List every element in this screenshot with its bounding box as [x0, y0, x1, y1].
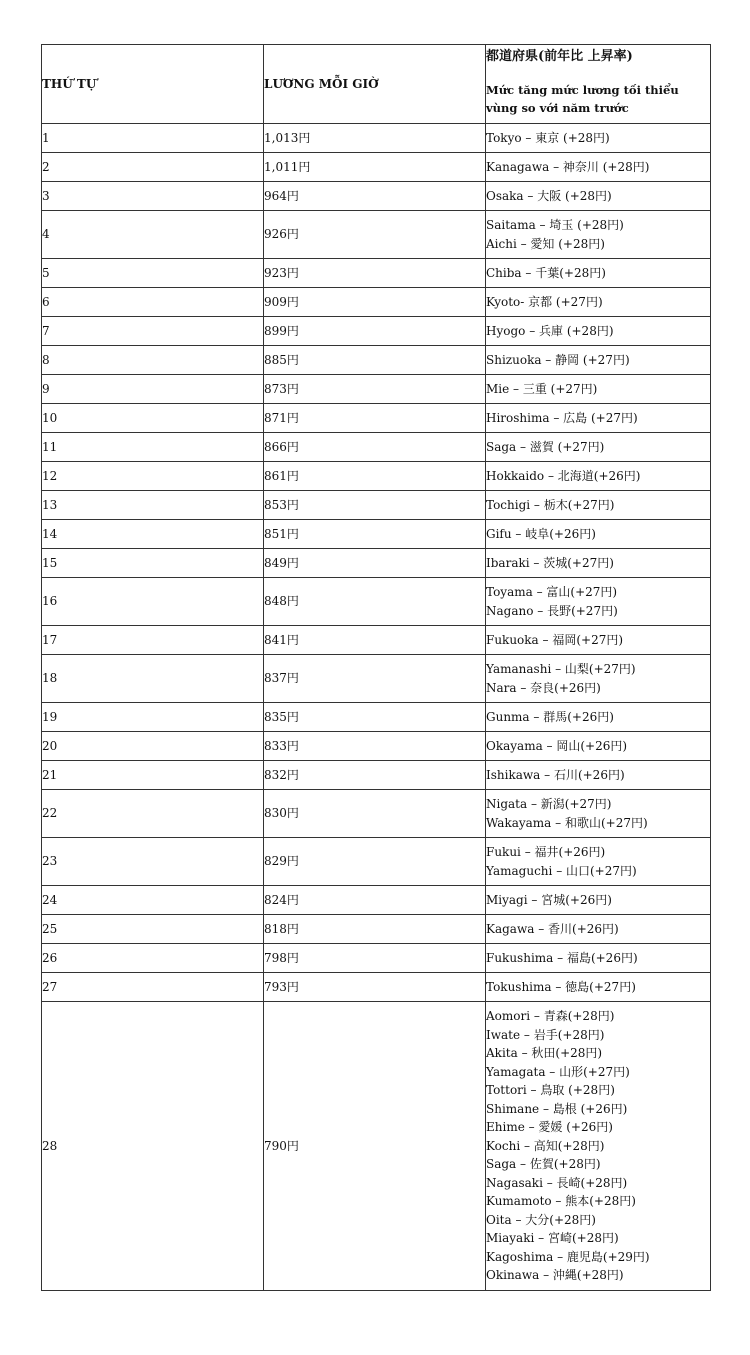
- prefecture-entry: Akita – 秋田(+28円): [486, 1046, 603, 1060]
- rank-cell: 13: [42, 491, 264, 520]
- prefecture-entry: Ibaraki – 茨城(+27円): [486, 555, 614, 570]
- rank-cell: 12: [42, 462, 264, 491]
- table-row: [42, 346, 711, 375]
- prefecture-entry: Iwate – 岩手(+28円): [486, 1027, 605, 1042]
- wage-cell: 798円: [264, 944, 486, 973]
- rank-cell: 2: [42, 153, 264, 182]
- wage-cell: 964円: [264, 182, 486, 211]
- prefecture-cell: [486, 124, 711, 153]
- rank-cell: 6: [42, 288, 264, 317]
- table-header-row: [42, 45, 711, 124]
- prefecture-cell: [486, 317, 711, 346]
- rank-cell: 17: [42, 626, 264, 655]
- prefecture-entry: Fukushima – 福島(+26円): [486, 950, 638, 965]
- rank-cell: 16: [42, 578, 264, 626]
- header-rank: THỨ TỰ: [42, 45, 264, 124]
- rank-cell: 5: [42, 259, 264, 288]
- prefecture-cell: [486, 259, 711, 288]
- rank-cell: 11: [42, 433, 264, 462]
- wage-cell: 833円: [264, 732, 486, 761]
- prefecture-entry: Yamaguchi – 山口(+27円): [486, 863, 637, 878]
- rank-cell: 8: [42, 346, 264, 375]
- prefecture-cell: [486, 462, 711, 491]
- prefecture-cell: [486, 153, 711, 182]
- rank-cell: 24: [42, 886, 264, 915]
- table-row: [42, 375, 711, 404]
- wage-cell: 829円: [264, 838, 486, 886]
- wage-cell: 923円: [264, 259, 486, 288]
- wage-cell: 861円: [264, 462, 486, 491]
- wage-cell: 899円: [264, 317, 486, 346]
- prefecture-cell: [486, 346, 711, 375]
- prefecture-entry: Fukuoka – 福岡(+27円): [486, 632, 624, 647]
- table-row: [42, 288, 711, 317]
- prefecture-cell: [486, 626, 711, 655]
- table-row: [42, 124, 711, 153]
- table-row: [42, 944, 711, 973]
- prefecture-cell: [486, 578, 711, 626]
- wage-cell: 790円: [264, 1002, 486, 1291]
- rank-cell: 27: [42, 973, 264, 1002]
- prefecture-cell: [486, 520, 711, 549]
- prefecture-cell: [486, 1002, 711, 1291]
- prefecture-entry: Tokyo – 東京 (+28円): [486, 130, 610, 145]
- wage-cell: 873円: [264, 375, 486, 404]
- prefecture-entry: Kagoshima – 鹿児島(+29円): [486, 1249, 650, 1264]
- prefecture-entry: Nagasaki – 長崎(+28円): [486, 1175, 628, 1190]
- prefecture-cell: [486, 973, 711, 1002]
- prefecture-entry: Miayaki – 宮崎(+28円): [486, 1231, 619, 1245]
- table-row: [42, 259, 711, 288]
- header-prefecture: [486, 45, 711, 124]
- prefecture-entry: Aichi – 愛知 (+28円): [486, 236, 605, 251]
- minimum-wage-table: [41, 44, 711, 1291]
- prefecture-cell: [486, 211, 711, 259]
- rank-cell: 28: [42, 1002, 264, 1291]
- header-wage: LƯƠNG MỖI GIỜ: [264, 45, 486, 124]
- prefecture-cell: [486, 549, 711, 578]
- table-row: [42, 182, 711, 211]
- rank-cell: 7: [42, 317, 264, 346]
- table-row: [42, 491, 711, 520]
- prefecture-entry: Kumamoto – 熊本(+28円): [486, 1194, 636, 1208]
- rank-cell: 18: [42, 655, 264, 703]
- rank-cell: 21: [42, 761, 264, 790]
- wage-cell: 824円: [264, 886, 486, 915]
- prefecture-entry: Saga – 佐賀(+28円): [486, 1157, 601, 1171]
- prefecture-entry: Gunma – 群馬(+26円): [486, 709, 614, 724]
- prefecture-entry: Tokushima – 徳島(+27円): [486, 979, 636, 994]
- prefecture-entry: Okinawa – 沖縄(+28円): [486, 1268, 624, 1282]
- prefecture-cell: [486, 182, 711, 211]
- prefecture-entry: Shizuoka – 静岡 (+27円): [486, 352, 630, 367]
- prefecture-entry: Nara – 奈良(+26円): [486, 680, 601, 695]
- prefecture-entry: Kyoto- 京都 (+27円): [486, 294, 603, 309]
- table-row: [42, 626, 711, 655]
- table-row: [42, 790, 711, 838]
- rank-cell: 3: [42, 182, 264, 211]
- wage-cell: 830円: [264, 790, 486, 838]
- prefecture-entry: Yamagata – 山形(+27円): [486, 1064, 630, 1079]
- prefecture-entry: Ishikawa – 石川(+26円): [486, 767, 625, 782]
- prefecture-entry: Chiba – 千葉(+28円): [486, 265, 606, 280]
- prefecture-entry: Mie – 三重 (+27円): [486, 381, 598, 396]
- wage-cell: 841円: [264, 626, 486, 655]
- wage-cell: 818円: [264, 915, 486, 944]
- prefecture-entry: Kagawa – 香川(+26円): [486, 921, 619, 936]
- rank-cell: 14: [42, 520, 264, 549]
- prefecture-entry: Okayama – 岡山(+26円): [486, 738, 628, 753]
- prefecture-cell: [486, 433, 711, 462]
- prefecture-cell: [486, 886, 711, 915]
- table-row: [42, 915, 711, 944]
- prefecture-entry: Nigata – 新潟(+27円): [486, 797, 612, 811]
- table-row: [42, 520, 711, 549]
- prefecture-entry: Saitama – 埼玉 (+28円): [486, 218, 624, 232]
- prefecture-cell: [486, 288, 711, 317]
- table-row: [42, 404, 711, 433]
- prefecture-entry: Kanagawa – 神奈川 (+28円): [486, 159, 650, 174]
- wage-cell: 851円: [264, 520, 486, 549]
- wage-cell: 793円: [264, 973, 486, 1002]
- wage-cell: 848円: [264, 578, 486, 626]
- table-row: [42, 1002, 711, 1291]
- rank-cell: 22: [42, 790, 264, 838]
- rank-cell: 15: [42, 549, 264, 578]
- prefecture-entry: Kochi – 高知(+28円): [486, 1138, 605, 1153]
- wage-cell: 885円: [264, 346, 486, 375]
- wage-cell: 871円: [264, 404, 486, 433]
- prefecture-cell: [486, 655, 711, 703]
- rank-cell: 25: [42, 915, 264, 944]
- prefecture-entry: Osaka – 大阪 (+28円): [486, 188, 612, 203]
- prefecture-entry: Nagano – 長野(+27円): [486, 603, 618, 618]
- prefecture-entry: Miyagi – 宮城(+26円): [486, 892, 612, 907]
- prefecture-entry: Tottori – 鳥取 (+28円): [486, 1083, 615, 1097]
- rank-cell: 23: [42, 838, 264, 886]
- wage-cell: 832円: [264, 761, 486, 790]
- table-row: [42, 973, 711, 1002]
- prefecture-entry: Hiroshima – 広島 (+27円): [486, 410, 638, 425]
- prefecture-entry: Tochigi – 栃木(+27円): [486, 497, 615, 512]
- table-row: [42, 578, 711, 626]
- wage-cell: 853円: [264, 491, 486, 520]
- prefecture-entry: Wakayama – 和歌山(+27円): [486, 815, 648, 830]
- rank-cell: 1: [42, 124, 264, 153]
- wage-cell: 835円: [264, 703, 486, 732]
- prefecture-entry: Saga – 滋賀 (+27円): [486, 439, 605, 454]
- prefecture-cell: [486, 375, 711, 404]
- header-prefecture-vn: Mức tăng mức lương tối thiểu vùng so với năm trước: [486, 83, 679, 115]
- rank-cell: 20: [42, 732, 264, 761]
- rank-cell: 4: [42, 211, 264, 259]
- table-row: [42, 153, 711, 182]
- prefecture-cell: [486, 761, 711, 790]
- wage-cell: 849円: [264, 549, 486, 578]
- table-row: [42, 838, 711, 886]
- prefecture-entry: Hokkaido – 北海道(+26円): [486, 468, 641, 483]
- rank-cell: 10: [42, 404, 264, 433]
- prefecture-entry: Oita – 大分(+28円): [486, 1212, 596, 1227]
- wage-cell: 837円: [264, 655, 486, 703]
- table-row: [42, 317, 711, 346]
- table-row: [42, 549, 711, 578]
- prefecture-cell: [486, 404, 711, 433]
- table-row: [42, 462, 711, 491]
- wage-cell: 926円: [264, 211, 486, 259]
- table-row: [42, 655, 711, 703]
- table-row: [42, 211, 711, 259]
- prefecture-cell: [486, 790, 711, 838]
- table-row: [42, 761, 711, 790]
- table-row: [42, 732, 711, 761]
- prefecture-entry: Shimane – 島根 (+26円): [486, 1101, 628, 1116]
- prefecture-entry: Aomori – 青森(+28円): [486, 1009, 615, 1023]
- rank-cell: 9: [42, 375, 264, 404]
- rank-cell: 19: [42, 703, 264, 732]
- prefecture-entry: Gifu – 岐阜(+26円): [486, 526, 596, 541]
- wage-cell: 909円: [264, 288, 486, 317]
- prefecture-entry: Fukui – 福井(+26円): [486, 845, 606, 859]
- rank-cell: 26: [42, 944, 264, 973]
- prefecture-cell: [486, 703, 711, 732]
- wage-cell: 1,013円: [264, 124, 486, 153]
- prefecture-cell: [486, 915, 711, 944]
- prefecture-cell: [486, 838, 711, 886]
- table-row: [42, 886, 711, 915]
- wage-cell: 866円: [264, 433, 486, 462]
- table-row: [42, 433, 711, 462]
- prefecture-entry: Ehime – 愛媛 (+26円): [486, 1120, 613, 1134]
- table-body: [42, 124, 711, 1291]
- header-prefecture-jp: 都道府県(前年比 上昇率): [486, 49, 633, 64]
- prefecture-cell: [486, 732, 711, 761]
- prefecture-cell: [486, 491, 711, 520]
- table-row: [42, 703, 711, 732]
- prefecture-entry: Hyogo – 兵庫 (+28円): [486, 323, 614, 338]
- prefecture-entry: Toyama – 富山(+27円): [486, 585, 618, 599]
- wage-cell: 1,011円: [264, 153, 486, 182]
- prefecture-cell: [486, 944, 711, 973]
- prefecture-entry: Yamanashi – 山梨(+27円): [486, 662, 636, 676]
